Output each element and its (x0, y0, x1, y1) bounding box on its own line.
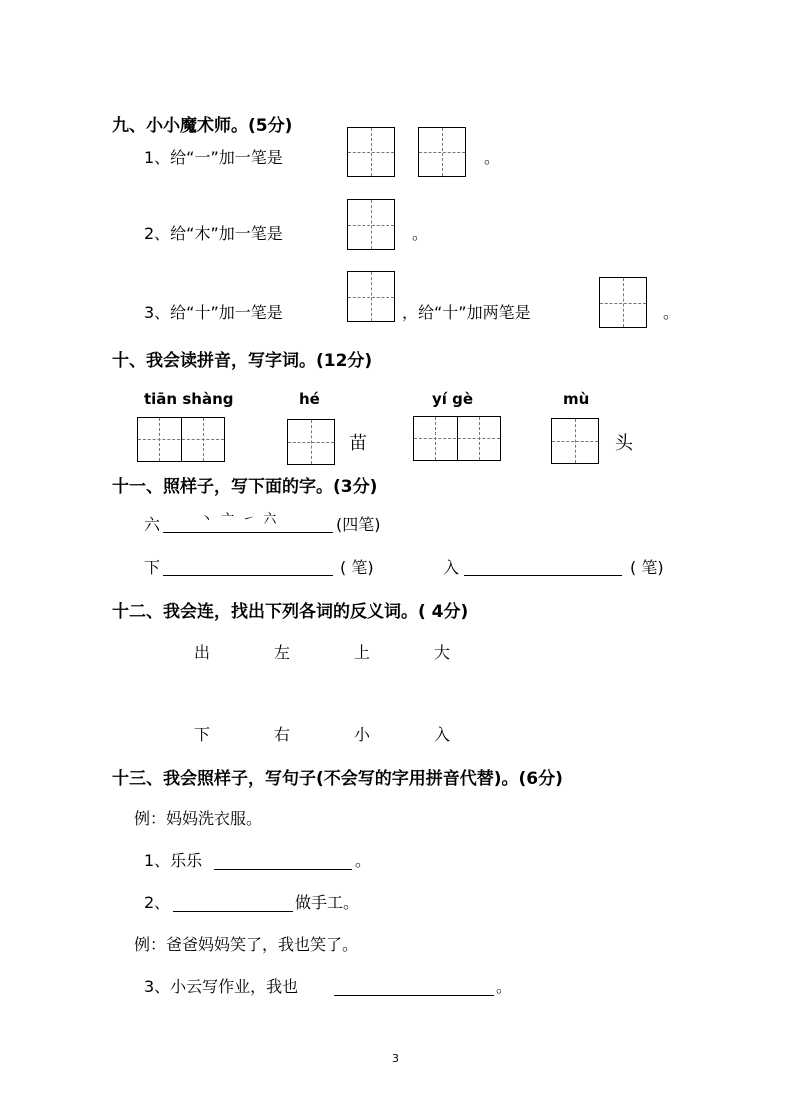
q9-3-text-a: 3、给“十”加一笔是 (144, 303, 283, 322)
example-1: 例：妈妈洗衣服。 (134, 809, 263, 828)
char-ru: 入 (443, 558, 460, 577)
word-suffix: 苗 (349, 433, 367, 454)
word-top[interactable]: 大 (434, 643, 451, 662)
period: 。 (355, 851, 372, 870)
example-2: 例：爸爸妈妈笑了，我也笑了。 (134, 935, 359, 954)
pinyin-label: tiān shàng (144, 390, 234, 408)
word-top[interactable]: 上 (354, 643, 371, 662)
stroke-count-blank: ( 笔) (630, 558, 664, 577)
word-bottom[interactable]: 小 (354, 725, 371, 744)
answer-line[interactable] (334, 995, 494, 996)
word-bottom[interactable]: 入 (434, 725, 451, 744)
writing-box[interactable] (287, 419, 335, 465)
q13-3-prefix: 3、小云写作业，我也 (144, 977, 299, 996)
writing-box-double[interactable] (413, 416, 501, 461)
period: 。 (412, 224, 429, 243)
pinyin-label: mù (563, 390, 590, 408)
writing-box-double[interactable] (137, 417, 225, 462)
pinyin-label: yí gè (432, 390, 474, 408)
writing-box[interactable] (551, 418, 599, 464)
answer-line[interactable] (163, 575, 333, 576)
example-char: 六 (144, 515, 161, 534)
stroke-order-line (163, 532, 333, 533)
section-13-title: 十三、我会照样子，写句子(不会写的字用拼音代替)。(6分) (112, 769, 563, 789)
word-top[interactable]: 左 (274, 643, 291, 662)
pinyin-label: hé (299, 390, 320, 408)
q9-3-text-b: ，给“十”加两笔是 (402, 303, 531, 322)
stroke-count-blank: ( 笔) (340, 558, 374, 577)
q13-1-prefix: 1、乐乐 (144, 851, 203, 870)
answer-line[interactable] (214, 869, 352, 870)
char-xia: 下 (144, 558, 161, 577)
writing-box[interactable] (347, 199, 395, 250)
q13-2-prefix: 2、 (144, 893, 171, 912)
writing-box[interactable] (599, 277, 647, 328)
section-10-title: 十、我会读拼音，写字词。(12分) (112, 351, 373, 371)
period: 。 (484, 148, 501, 167)
example-strokes: 丶 亠 ㇀ 六 (200, 512, 279, 527)
writing-box[interactable] (347, 271, 395, 322)
page-number: 3 (392, 1052, 399, 1065)
section-9-title: 九、小小魔术师。(5分) (112, 116, 293, 136)
word-bottom[interactable]: 右 (274, 725, 291, 744)
writing-box[interactable] (418, 127, 466, 177)
word-bottom[interactable]: 下 (194, 725, 211, 744)
example-note: (四笔) (336, 515, 381, 534)
answer-line[interactable] (173, 911, 293, 912)
word-suffix: 头 (615, 433, 633, 454)
q13-2-suffix: 做手工。 (295, 893, 360, 912)
word-top[interactable]: 出 (194, 643, 211, 662)
period: 。 (663, 303, 680, 322)
q9-2-text: 2、给“木”加一笔是 (144, 224, 283, 243)
period: 。 (496, 977, 513, 996)
section-11-title: 十一、照样子，写下面的字。(3分) (112, 477, 378, 497)
q9-1-text: 1、给“一”加一笔是 (144, 148, 283, 167)
answer-line[interactable] (464, 575, 622, 576)
writing-box[interactable] (347, 127, 395, 177)
section-12-title: 十二、我会连，找出下列各词的反义词。( 4分) (112, 602, 469, 622)
